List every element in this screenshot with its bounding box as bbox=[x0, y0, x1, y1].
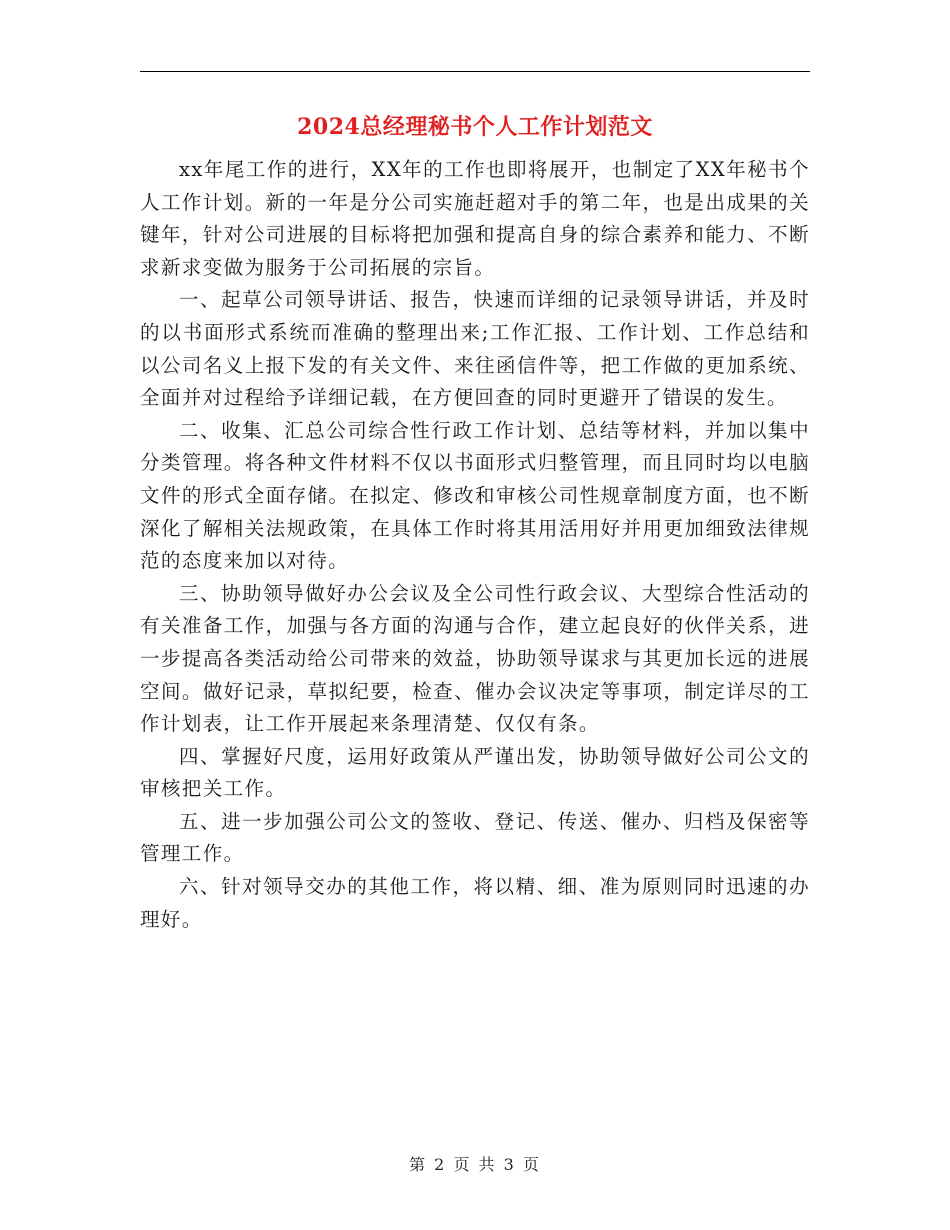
paragraph-item-4: 四、掌握好尺度，运用好政策从严谨出发，协助领导做好公司公文的审核把关工作。 bbox=[140, 744, 810, 801]
paragraph-item-1: 一、起草公司领导讲话、报告，快速而详细的记录领导讲话，并及时的以书面形式系统而准确的整理出来;工作汇报、工作计划、工作总结和以公司名义上报下发的有关文件、来往函信件等，把工作做的更加系统、全面并对过程给予详细记载，在方便回查的同时更避开了错误的发生。 bbox=[140, 288, 810, 410]
paragraph-intro: xx年尾工作的进行，XX年的工作也即将展开，也制定了XX年秘书个人工作计划。新的一年是分公司实施赶超对手的第二年，也是出成果的关键年，针对公司进展的目标将把加强和提高自身的综合素养和能力、不断求新求变做为服务于公司拓展的宗旨。 bbox=[140, 158, 810, 279]
page-number-footer: 第 2 页 共 3 页 bbox=[409, 1155, 541, 1174]
paragraph-item-3: 三、协助领导做好办公会议及全公司性行政会议、大型综合性活动的有关准备工作，加强与各方面的沟通与合作，建立起良好的伙伴关系，进一步提高各类活动给公司带来的效益，协助领导谋求与其更加长远的进展空间。做好记录，草拟纪要，检查、催办会议决定等事项，制定详尽的工作计划表，让工作开展起来条理清楚、仅仅有条。 bbox=[140, 581, 810, 736]
paragraph-item-6: 六、针对领导交办的其他工作，将以精、细、准为原则同时迅速的办理好。 bbox=[140, 875, 810, 931]
paragraph-item-5: 五、进一步加强公司公文的签收、登记、传送、催办、归档及保密等管理工作。 bbox=[140, 809, 810, 866]
paragraph-item-2: 二、收集、汇总公司综合性行政工作计划、总结等材料，并加以集中分类管理。将各种文件材料不仅以书面形式归整管理，而且同时均以电脑文件的形式全面存储。在拟定、修改和审核公司性规章制度方面，也不断深化了解相关法规政策，在具体工作时将其用活用好并用更加细致法律规范的态度来加以对待。 bbox=[140, 418, 810, 573]
header-rule bbox=[140, 71, 810, 72]
document-body bbox=[140, 154, 810, 936]
document-title: 2024总经理秘书个人工作计划范文 bbox=[297, 114, 653, 140]
